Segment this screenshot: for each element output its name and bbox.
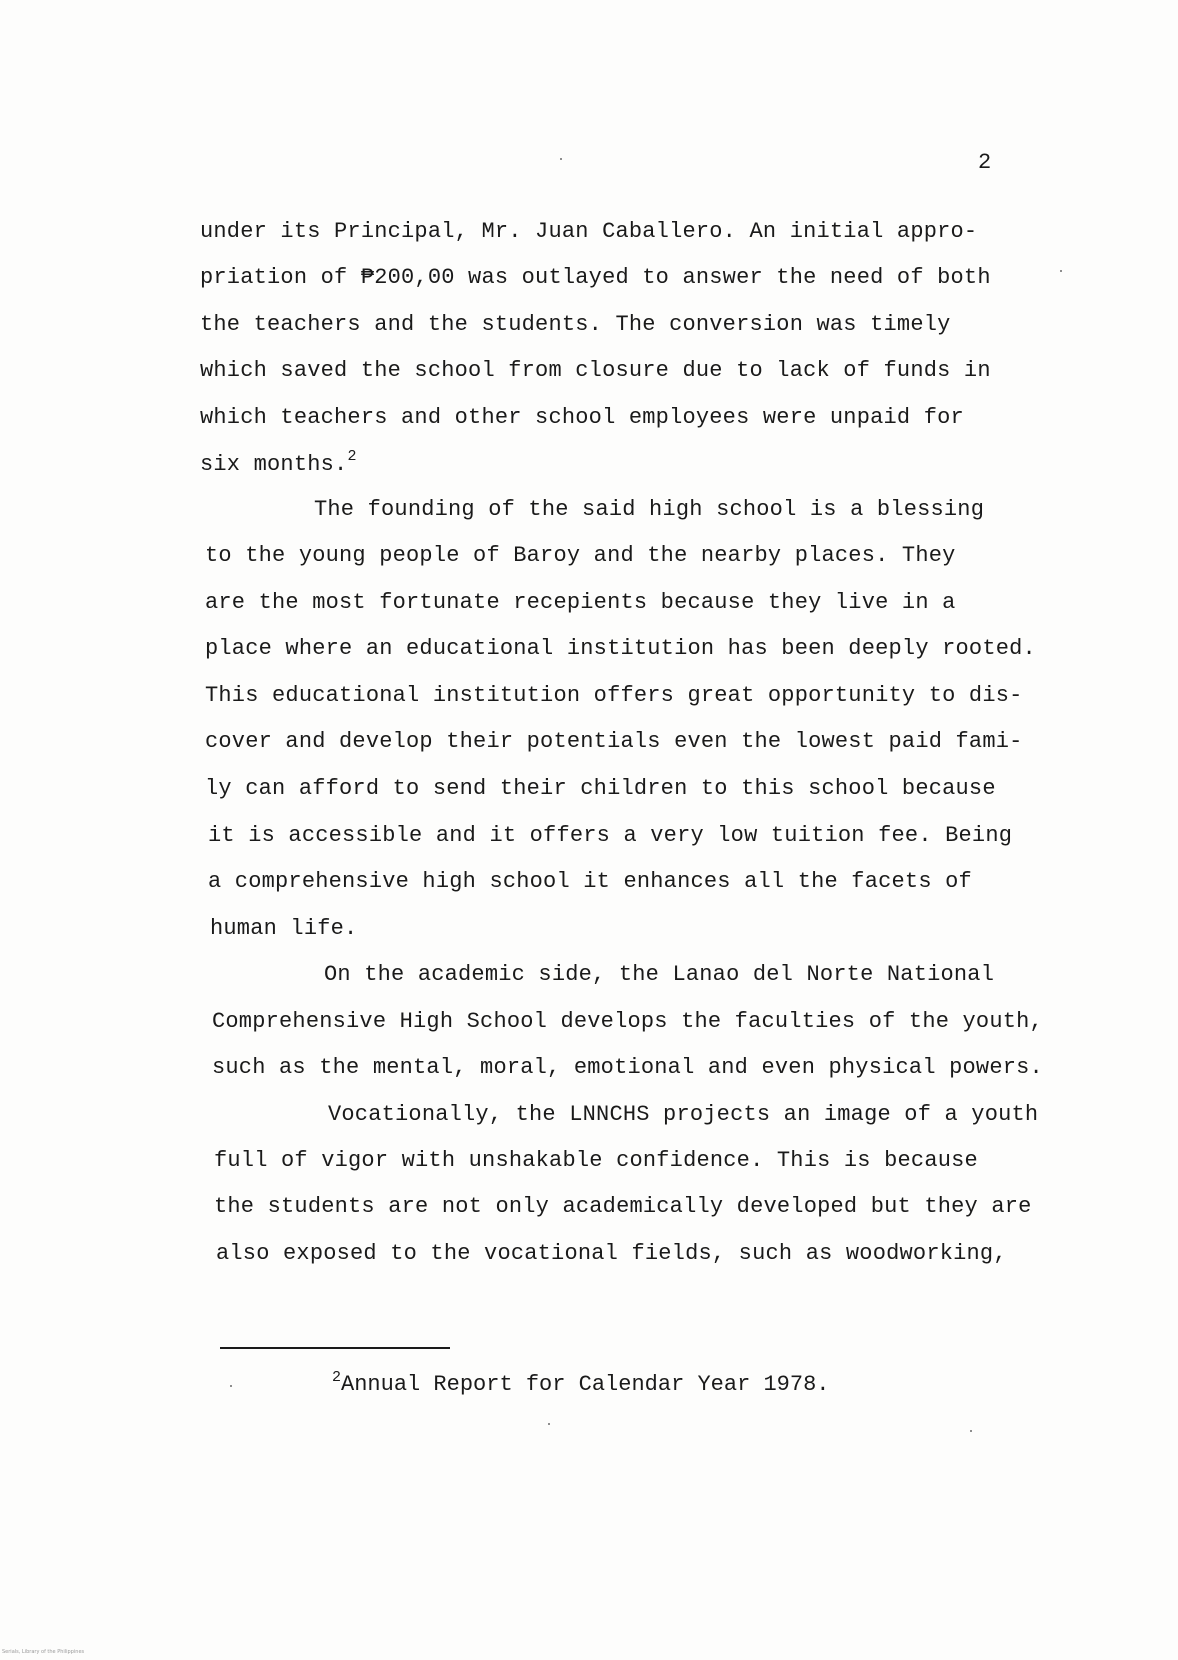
body-line: the teachers and the students. The conversion was timely [200,312,951,337]
footnote [332,1369,830,1397]
body-line: are the most fortunate recepients because they live in a [205,590,956,615]
footnote-separator [220,1347,450,1349]
scan-margin-note: Serials, Library of the Philippines [2,1649,85,1655]
body-line-with-footnote-ref [200,448,357,477]
scan-speck [970,1430,972,1432]
body-line-paragraph-start: On the academic side, the Lanao del Norte National [324,962,995,987]
body-line: This educational institution offers great opportunity to dis- [205,683,1023,708]
body-line: which teachers and other school employees were unpaid for [200,405,964,430]
scan-speck [1060,270,1062,272]
body-line: ly can afford to send their children to this school because [205,776,996,801]
body-line: place where an educational institution has been deeply rooted. [205,636,1036,661]
page-number: 2 [978,150,992,175]
body-line-text: six months. [200,452,348,477]
body-line: a comprehensive high school it enhances all the facets of [208,869,972,894]
body-line: which saved the school from closure due to lack of funds in [200,358,991,383]
body-line: Comprehensive High School develops the faculties of the youth, [212,1009,1043,1034]
scan-speck [548,1423,550,1425]
body-line: also exposed to the vocational fields, such as woodworking, [216,1241,1007,1266]
body-line-paragraph-start: Vocationally, the LNNCHS projects an image of a youth [328,1102,1039,1127]
scan-speck [560,158,562,160]
body-line: full of vigor with unshakable confidence. This is because [214,1148,978,1173]
footnote-marker: 2 [332,1369,342,1386]
body-line: to the young people of Baroy and the nearby places. They [205,543,956,568]
body-line-paragraph-start: The founding of the said high school is a blessing [314,497,985,522]
body-line: such as the mental, moral, emotional and even physical powers. [212,1055,1043,1080]
footnote-text: Annual Report for Calendar Year 1978. [341,1372,830,1397]
body-line: priation of ₱200,00 was outlayed to answer the need of both [200,265,991,290]
body-line: under its Principal, Mr. Juan Caballero. An initial appro- [200,219,978,244]
body-line: cover and develop their potentials even the lowest paid fami- [205,729,1023,754]
body-line: the students are not only academically developed but they are [214,1194,1032,1219]
body-line: human life. [210,916,358,941]
scan-speck [230,1385,232,1387]
footnote-reference: 2 [347,448,357,465]
body-line: it is accessible and it offers a very low tuition fee. Being [208,823,1013,848]
